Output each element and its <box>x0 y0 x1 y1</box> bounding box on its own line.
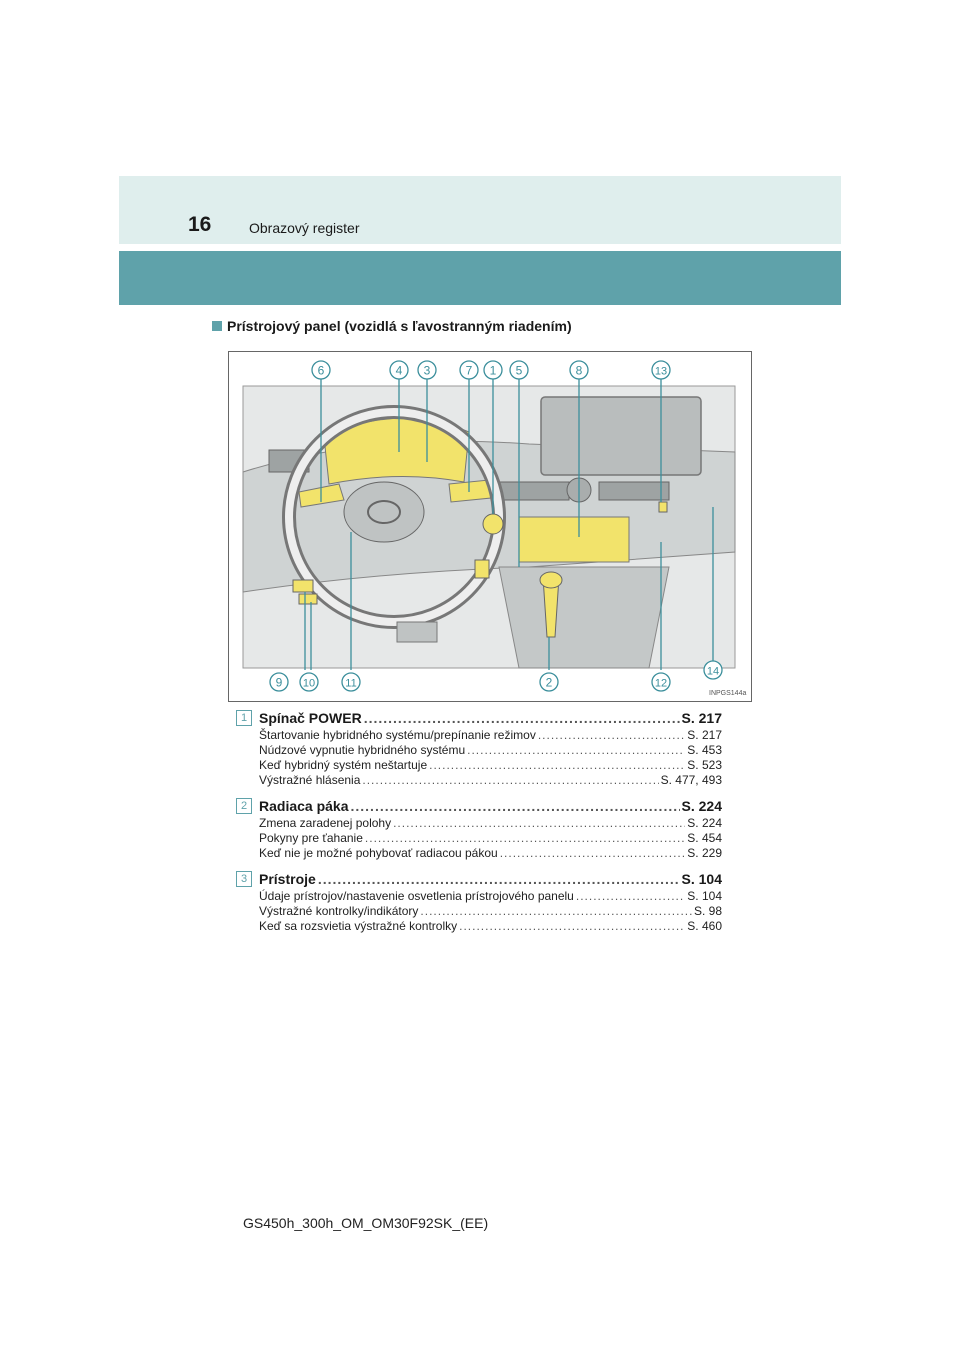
svg-text:11: 11 <box>345 677 357 690</box>
audio-climate-panel <box>519 517 629 562</box>
entry-number: 1 <box>236 710 252 726</box>
sub-entry: Výstražné hlásenia ..... S. 477, 493 <box>259 773 722 788</box>
entry-2 <box>236 796 722 861</box>
figure-code: INPGS144a <box>709 690 747 697</box>
header-band <box>119 176 841 244</box>
sub-entry: Pokyny pre ťahanie ..... S. 454 <box>259 831 722 846</box>
hood-release <box>293 580 313 592</box>
sub-entry: Keď hybridný systém neštartuje ..... S. 523 <box>259 758 722 773</box>
svg-text:6: 6 <box>317 363 325 378</box>
callout-top-7 <box>460 361 478 379</box>
section-band <box>119 251 841 305</box>
entry-page: S. 104 <box>681 871 722 887</box>
callout-top-3 <box>418 361 436 379</box>
svg-text:13: 13 <box>654 365 668 378</box>
power-switch <box>483 514 503 534</box>
entry-page: S. 217 <box>681 710 722 726</box>
display-screen <box>541 397 701 475</box>
svg-text:9: 9 <box>275 675 283 690</box>
svg-text:10: 10 <box>302 677 316 690</box>
sub-entry: Štartovanie hybridného systému/prepínanie režimov ..... S. 217 <box>259 728 722 743</box>
svg-text:8: 8 <box>575 363 583 378</box>
brake-pedal <box>397 622 437 642</box>
svg-text:3: 3 <box>423 363 431 378</box>
svg-text:7: 7 <box>465 363 473 378</box>
steering-hub <box>344 482 424 542</box>
sub-entry: Keď sa rozsvietia výstražné kontrolky ..... S. 460 <box>259 919 722 934</box>
svg-text:1: 1 <box>489 363 497 378</box>
sub-entry: Núdzové vypnutie hybridného systému ..... S. 453 <box>259 743 722 758</box>
entry-page: S. 224 <box>681 798 722 814</box>
callout-bottom-9 <box>270 673 288 691</box>
sub-entry: Zmena zaradenej polohy ..... S. 224 <box>259 816 722 831</box>
callout-top-4 <box>390 361 408 379</box>
page-number: 16 <box>188 213 212 236</box>
glovebox-button <box>659 502 667 512</box>
callout-bottom-10 <box>300 673 318 691</box>
sub-entry: Výstražné kontrolky/indikátory ..... S. 98 <box>259 904 722 919</box>
callout-top-6 <box>312 361 330 379</box>
dashboard-illustration <box>228 351 752 702</box>
entry-1 <box>236 708 722 788</box>
svg-text:12: 12 <box>654 677 668 690</box>
entry-title: Prístroje <box>259 871 316 887</box>
entry-title-row <box>259 796 722 816</box>
lower-switches <box>475 560 489 578</box>
dashboard-drawing <box>229 352 751 701</box>
fuel-door-opener <box>299 594 317 604</box>
entry-3 <box>236 869 722 934</box>
sub-entry: Údaje prístrojov/nastavenie osvetlenia prístrojového panelu ..... S. 104 <box>259 889 722 904</box>
callout-top-1 <box>484 361 502 379</box>
shift-knob <box>540 572 562 588</box>
callout-bottom-2 <box>540 673 558 691</box>
svg-text:14: 14 <box>706 665 720 678</box>
chapter-title: Obrazový register <box>249 220 360 236</box>
callout-top-5 <box>510 361 528 379</box>
square-bullet-icon <box>212 321 222 331</box>
entry-title: Radiaca páka <box>259 798 349 814</box>
svg-text:4: 4 <box>395 363 403 378</box>
center-vent-right <box>599 482 669 500</box>
svg-text:5: 5 <box>515 363 523 378</box>
entry-number: 2 <box>236 798 252 814</box>
callout-bottom-14 <box>704 661 722 679</box>
entry-number: 3 <box>236 871 252 887</box>
sub-entry: Keď nie je možné pohybovať radiacou pákou ..... S. 229 <box>259 846 722 861</box>
svg-text:2: 2 <box>545 675 553 690</box>
center-vent-left <box>499 482 569 500</box>
callout-bottom-11 <box>342 673 360 691</box>
center-console <box>499 567 669 668</box>
section-title-text: Prístrojový panel (vozidlá s ľavostranným riadením) <box>227 318 572 334</box>
entry-title-row <box>259 708 722 728</box>
entry-title: Spínač POWER <box>259 710 362 726</box>
callout-top-13 <box>652 361 670 379</box>
section-title <box>212 318 572 334</box>
callout-bottom-12 <box>652 673 670 691</box>
entry-title-row <box>259 869 722 889</box>
footer-document-code: GS450h_300h_OM_OM30F92SK_(EE) <box>243 1215 489 1231</box>
callout-top-8 <box>570 361 588 379</box>
entry-list <box>236 708 722 942</box>
right-stalk <box>449 480 491 502</box>
